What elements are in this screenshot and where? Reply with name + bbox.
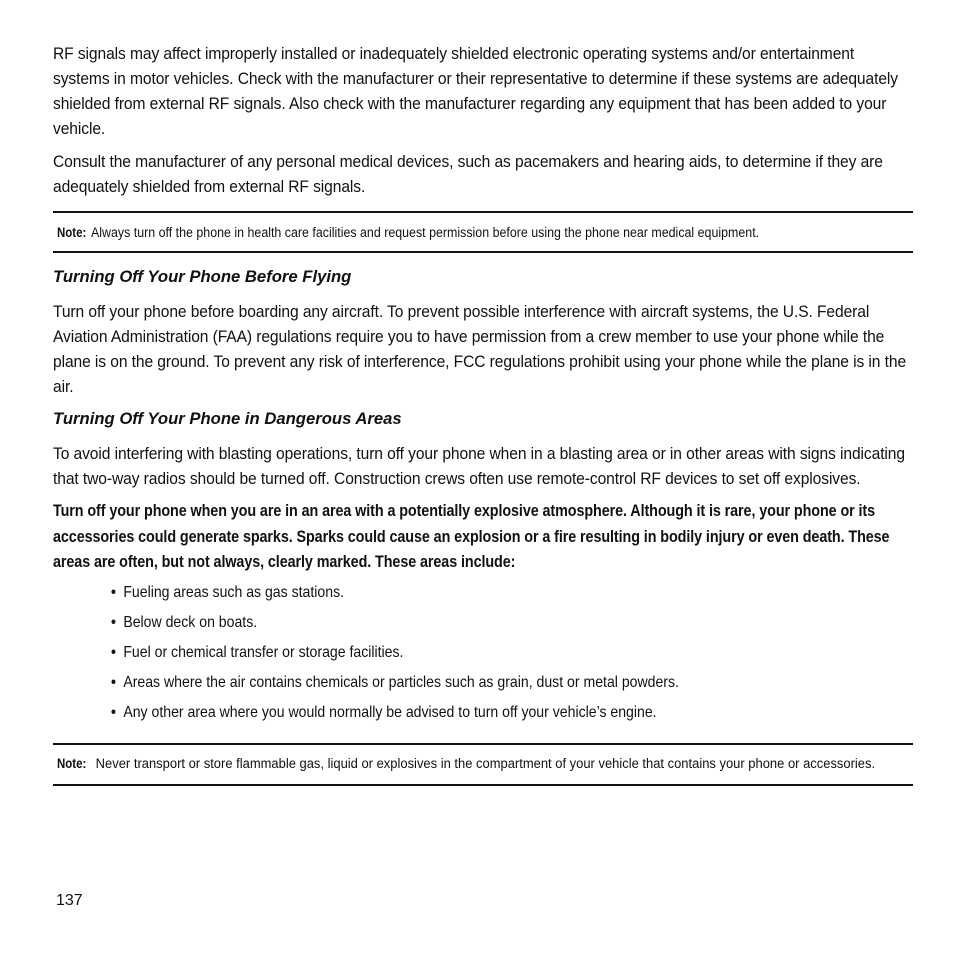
note-text: Always turn off the phone in health care facilities and request permission before using the phone near medical equipment. xyxy=(91,225,760,240)
paragraph-blasting: To avoid interfering with blasting operations, turn off your phone when in a blasting area or in other areas with signs indicating that two-way radios should be turned off. Construction crews often use remote-control RF devices to set off explosives. xyxy=(53,444,905,488)
list-item: • Areas where the air contains chemicals or particles such as grain, dust or metal powders. xyxy=(111,668,817,698)
heading-flying: Turning Off Your Phone Before Flying xyxy=(53,267,352,286)
note-health-care xyxy=(53,211,913,253)
page-content xyxy=(53,41,913,786)
bullet-icon: • xyxy=(111,673,116,691)
note-text: Never transport or store flammable gas, liquid or explosives in the compartment of your vehicle that contains your phone or accessories. xyxy=(95,755,875,771)
page-number: 137 xyxy=(56,892,83,909)
list-item: • Any other area where you would normally be advised to turn off your vehicle’s engine. xyxy=(111,698,817,728)
note-flammable xyxy=(53,743,913,786)
hazard-area-list xyxy=(53,578,913,728)
bullet-icon: • xyxy=(111,583,116,601)
explosive-atmosphere-warning: Turn off your phone when you are in an area with a potentially explosive atmosphere. Although it is rare, your phone or its accessories could generate sparks. Sparks could cause an explosion or a fire resulting in bodily injury or even death. These areas are often, but not always, clearly marked. These areas include: xyxy=(53,502,890,571)
paragraph-rf-vehicles: RF signals may affect improperly installed or inadequately shielded electronic operating systems and/or entertainment systems in motor vehicles. Check with the manufacturer or their representative to determine if these systems are adequately shielded from external RF signals. Also check with the manufacturer regarding any equipment that has been added to your vehicle. xyxy=(53,44,899,138)
note-label: Note: xyxy=(57,225,87,240)
paragraph-medical-devices: Consult the manufacturer of any personal medical devices, such as pacemakers and hearing aids, to determine if they are adequately shielded from external RF signals. xyxy=(53,152,883,196)
list-item: • Below deck on boats. xyxy=(111,608,817,638)
list-item: • Fuel or chemical transfer or storage facilities. xyxy=(111,638,817,668)
bullet-icon: • xyxy=(111,703,116,721)
list-item: • Fueling areas such as gas stations. xyxy=(111,578,817,608)
bullet-icon: • xyxy=(111,613,116,631)
paragraph-flying: Turn off your phone before boarding any aircraft. To prevent possible interference with aircraft systems, the U.S. Federal Aviation Administration (FAA) regulations require you to have permission from a crew member to use your phone while the plane is on the ground. To prevent any risk of interference, FCC regulations prohibit using your phone while the plane is in the air. xyxy=(53,302,907,396)
bullet-icon: • xyxy=(111,643,116,661)
note-label: Note: xyxy=(57,755,87,771)
heading-dangerous-areas: Turning Off Your Phone in Dangerous Areas xyxy=(53,409,402,428)
